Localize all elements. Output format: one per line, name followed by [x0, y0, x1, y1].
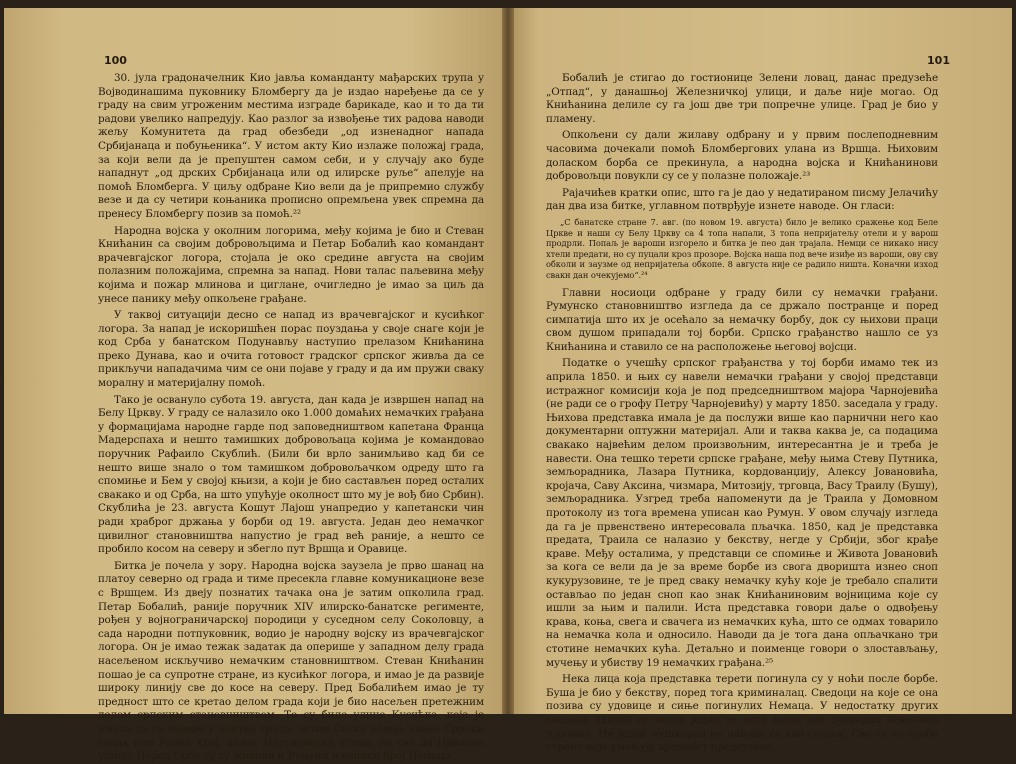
left-paragraph: Народна војска у околним логорима, међу којима је био и Стеван Книћанин са својим добровољцима и Петар Бобалић као командант врачевгајског логора, стојала је око средине августа на својим полазним положајима, спремна за напад. Нови талас паљевина међу којима и пожар млинова и циглане, очигледно је имао за циљ да унесе панику међу опкољене грађане. [98, 224, 484, 305]
quoted-letter: „С банатске стране 7. авг. (по новом 19. августа) било је велико сражење код Беле Цркве и наши су Белу Цркву са 4 топа напали, 3 топа непријатељу отели и у варош продрли. Попаљ је вароши изгорело и битка је пео дан трајала. Немци се никако нису хтели предати, но су пуцали кроз прозоре. Војска наша под вече изиђе из вароши, ову сву обколи и заузме од непријатеља обкопе. 8 августа није се радило ништа. Коначни изход свакн дан очекујемо“.²⁴ [546, 216, 938, 280]
right-paragraph: Опкољени су дали жилаву одбрану и у првим послеподневним часовима дочекали помоћ Бломбергових улана из Вршца. Њиховим доласком борба се прекинула, а народна војска и Книћанинови добровољци повукли су се у полазне положаје.²³ [546, 129, 938, 183]
left-paragraph: У таквој ситуацији десно се напад из врачевгајског и кусићког логора. За напад је искоришћен порас поуздања у своје снаге који је код Срба у банатском Подунављу наступио прелазом Книћанина преко Дунава, као и очита готовост градског српског живља да се прикључи нападачима чим се они појаве у граду и да им пружи сваку моралну и материјалну помоћ. [98, 309, 484, 390]
left-page [4, 8, 508, 763]
page-number-left: 100 [104, 54, 127, 67]
book-gutter [502, 8, 514, 714]
page-number-right: 101 [927, 54, 950, 67]
right-paragraph: Бобалић је стигао до гостионице Зелени ловац, данас предузеће „Отпад“, у данашњој Железничкој улици, и даље није могао. Од Книћанина делиле су га још две три попречне улице. Град је био у пламену. [546, 72, 938, 125]
right-paragraph: Нека лица која представка терети погинула су у ноћи после борбе. Буша је био у бекству, поред тога криминалац. Сведоци на које се она позива су удовице и сиње погинулих Немаца. У недостатку других сведока наводи се често једна те иста жена као очевидац неколико злочина. Ни један мушкарац не наводи се као сведок. Све су то слабе стране које умањују вредност представке. [546, 673, 938, 754]
right-page [508, 8, 1012, 754]
right-paragraph: Рајачићев кратки опис, што га је дао у недатираном писму Јелачићу дан два иза битке, углавном потврђује изнете наводе. Он гласи: [546, 186, 938, 213]
left-paragraph: Тако је освануло субота 19. августа, дан када је извршен напад на Белу Цркву. У граду се налазило око 1.000 домаћих немачких грађана у формацијама народне гарде под заповедништвом капетана Франца Мадерспаха и нешто тамишких добровољаца којима је командовао поручник Рафаило Скублић. (Били би врло занимљиво кад би се нешто више знало о том тамишком добровољачком одреду што га спомиње и Бем у својој књизи, а који је био састављен поред осталих свакако и од Срба, на што упућује околност што му је вођ био Србин). Скублића је 23. августа Кошут Лајош унапредио у капетански чин ради храброг држања у борби од 19. августа. Један део немачког цивилног становништва напустио је град већ раније, а нешто се пробило косом на северу и збегло пут Вршца и Оравице. [98, 393, 484, 556]
right-paragraph: Главни носиоци одбране у граду били су немачки грађани. Румунско становништво изгледа да се држало постранце и поред симпатија што их је осећало за немачку борбу, док су њихови праци свом душом припадали тој борби. Српско грађанство нашло се уз Книћанина и ставило се на расположење његовој војсци. [546, 286, 938, 353]
left-paragraph: 30. јула градоначелник Кио јавља команданту мађарских трупа у Војводинашима пуковнику Бломбергу да је издао наређење да се у граду на свим угроженим местима изграде барикаде, као и то да ти радови увелико напредују. Као разлог за извођење тих радова наводи жељу Комунитета да град обезбеди „од изненадног напада Србијанаца и побуњеника“. У истом акту Кио излаже положај града, за који вели да је препуштен самом себи, и у случају ако буде нападнут „од дрских Србијанаца или од илирске руље“ апелује на помоћ Бломберга. У циљу одбране Кио вели да је припремио службу везе и да су четири коњаника прописно опремљена увек спремна да пренесу Бломбергу позив за помоћ.²² [98, 72, 484, 220]
right-paragraph: Податкe о учешћу српског грађанства у тој борби имамо тек из априла 1850. и њих су навели немачки грађани у својој представци истражног комисији која је под председништвом мајора Чарнојевића (не ради се о грофу Петру Чарнојевићу) у марту 1850. заседала у граду. Њихова представка имала је да послужи више као парнични него као документарни оптужни материјал. Али и таква каква је, са подацима свакако највећим делом произвољним, интересантна је и треба је навести. Она тешко терети српске грађане, међу њима Стеву Путника, земљорадника, Лазара Путника, кордованџију, Алексу Јовановића, кројача, Саву Аксина, чизмара, Митозију, трговца, Васу Траилу (Бушу), земљорадника. Узгред треба напоменути да је Траила у Домовном протоколу из тога времена уписан као Румун. У овом случају изгледа да га је првенствено интересовала пљачка. 1850, кад је представка предата, Траила се налазио у бекству, негде у Србији, због крађе краве. Међу осталима, у представци се спомиње и Живота Јовановић за кога се вели да је за време борбе из свога дворишта изнео сноп кукурузовине, те је пред сваку немачку кућу које је требало спалити остављао по један сноп као знак Книћаниновим војницима које су ишли за њим и палили. Иста представка говори даље о одвођењу крава, коња, свега и свачега из немачких кућа, што се одмах товарило на немачка кола и односило. Наводи да је тога дана опљачкано три стотине немачких кућа. Детаљно и поименце говори о злостављању, мучењу и убиству 19 немачких грађана.²⁵ [546, 357, 938, 669]
left-paragraph: Битка је почела у зору. Народна војска заузела је прво шанац на платоу северно од града и тиме пресекла главне комуникационе везе с Вршцем. Из двеју познатих тачака она је затим опколила град. Петар Бобалић, раније поручник XIV илирско-банатске регименте, рођен у војнограничарској породици у суседном селу Соколовцу, а сада народни потпуковник, водио је народну војску из врачевгајског логора. Он је имао тежак задатак да оперише у западном делу града насељеном искључиво немачким становништвом. Стеван Книћанин пошао је са супротне стране, из кусићког логора, и имао је да развије широку линију све до косе на северу. Пред Бобалићем имао је ту предност што се кретао делом града који је био насељен претежним делом српским становништвом. То су биле улице Кусићка, која је имала да га доведе у центар града, затим Саска улица, звана Српски сокак или Рацки крај, данас Партизанска улица, па све до Црквене улице. Поред Срба ту су живели и Румуни и велики број Немаца. [98, 559, 484, 763]
